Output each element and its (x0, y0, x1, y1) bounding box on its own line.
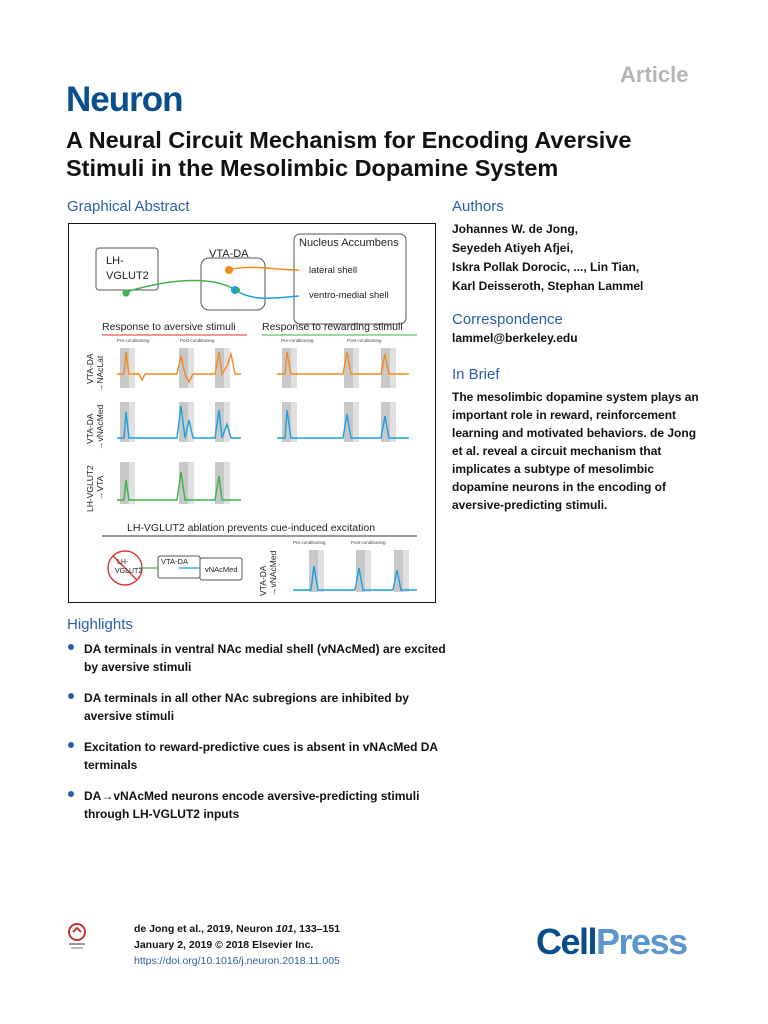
author-list (452, 220, 752, 296)
trace-panel-aversive-med (117, 402, 241, 442)
citation-line-2: January 2, 2019 © 2018 Elsevier Inc. (134, 939, 314, 951)
row4-label-2: →vNAcMed (268, 550, 278, 596)
highlight-text: DA terminals in ventral NAc medial shell (vNAcMed) are excited by aversive stimuli (84, 642, 446, 674)
vm-shell-label: ventro-medial shell (309, 290, 389, 301)
trace-panel-lh-vta (117, 462, 241, 504)
lh-synapse (236, 288, 240, 292)
author-line: Iskra Pollak Dorocic, ..., Lin Tian, (452, 260, 640, 274)
author-line: Johannes W. de Jong, (452, 222, 579, 236)
authors-heading: Authors (452, 198, 504, 215)
highlight-item (68, 738, 448, 774)
bullet-icon (68, 693, 74, 699)
lh-label-2: VGLUT2 (106, 270, 149, 282)
row1-label-2: →NAcLat (95, 355, 105, 392)
vta-lateral-projection (229, 267, 299, 270)
ablation-post-label: Post-conditioning (351, 540, 386, 545)
citation-line-1: de Jong et al., 2019, Neuron 101, 133–151 (134, 923, 341, 935)
doi-link[interactable]: https://doi.org/10.1016/j.neuron.2018.11.005 (134, 955, 340, 967)
vta-medial-projection (235, 290, 299, 298)
graphical-abstract-svg (69, 224, 434, 601)
trace-panel-ablation (293, 550, 417, 592)
in-brief-heading: In Brief (452, 366, 500, 383)
article-type-label: Article (620, 62, 689, 87)
row4-label-1: VTA-DA (258, 565, 268, 596)
author-line: Karl Deisseroth, Stephan Lammel (452, 279, 644, 293)
correspondence-heading: Correspondence (452, 311, 563, 328)
lh-neuron (122, 289, 129, 296)
check-for-updates-icon[interactable] (66, 922, 88, 950)
row2-label-1: VTA-DA (85, 413, 95, 444)
vta-label: VTA-DA (209, 248, 249, 260)
author-line: Seyedeh Atiyeh Afjei, (452, 241, 574, 255)
ablation-vta-label: VTA-DA (161, 557, 188, 566)
lh-label-1: LH- (106, 255, 124, 267)
row3-label-1: LH-VGLUT2 (85, 465, 95, 512)
highlight-item (68, 787, 448, 823)
bullet-icon (68, 791, 74, 797)
bullet-icon (68, 644, 74, 650)
highlight-item (68, 640, 448, 676)
trace-panel-aversive-lat (117, 348, 241, 388)
highlight-item (68, 689, 448, 725)
publisher-logo: CellPress (536, 921, 687, 962)
lateral-shell-label: lateral shell (309, 265, 358, 276)
rewarding-title: Response to rewarding stimuli (262, 321, 403, 333)
highlights-list (68, 640, 448, 836)
aversive-pre-label: Pre-conditioning (117, 338, 150, 343)
rewarding-pre-label: Pre-conditioning (281, 338, 314, 343)
trace-panel-rewarding-med (277, 402, 409, 442)
ablation-pre-label: Pre-conditioning (293, 540, 326, 545)
highlight-text: Excitation to reward-predictive cues is absent in vNAcMed DA terminals (84, 740, 438, 772)
journal-logo: Neuron (66, 80, 183, 119)
ablation-lh-2: VGLUT2 (115, 568, 143, 575)
ablation-vnac-label: vNAcMed (205, 565, 238, 574)
highlights-heading: Highlights (67, 616, 133, 633)
ablation-title: LH-VGLUT2 ablation prevents cue-induced excitation (127, 522, 376, 534)
nac-label: Nucleus Accumbens (299, 237, 399, 249)
row2-label-2: →vNAcMed (95, 404, 105, 450)
vta-box (201, 258, 265, 310)
graphical-abstract-figure (68, 223, 436, 603)
highlight-text: DA terminals in all other NAc subregions are inhibited by aversive stimuli (84, 691, 409, 723)
in-brief-text: The mesolimbic dopamine system plays an important role in reward, reinforcement learning and motivated behaviors. de Jong et al. reveal a circuit mechanism that implicates a subtype of mesolimbic dopamine neurons in the encoding of aversive-predicting stimuli. (452, 390, 699, 512)
trace-panel-rewarding-lat (277, 348, 409, 388)
citation-block (134, 921, 340, 969)
paper-title: A Neural Circuit Mechanism for Encoding Aversive Stimuli in the Mesolimbic Dopamine System (66, 127, 632, 181)
vta-lateral-neuron (225, 266, 233, 274)
aversive-post-label: Post-conditioning (180, 338, 215, 343)
row3-label-2: →VTA (95, 475, 105, 500)
graphical-abstract-heading: Graphical Abstract (67, 198, 190, 215)
ablation-lh-1: LH- (117, 559, 129, 566)
aversive-title: Response to aversive stimuli (102, 321, 236, 333)
correspondence-email[interactable]: lammel@berkeley.edu (452, 331, 578, 345)
rewarding-post-label: Post-conditioning (347, 338, 382, 343)
row1-label-1: VTA-DA (85, 353, 95, 384)
bullet-icon (68, 742, 74, 748)
highlight-text: DA→vNAcMed neurons encode aversive-predicting stimuli through LH-VGLUT2 inputs (84, 789, 420, 821)
